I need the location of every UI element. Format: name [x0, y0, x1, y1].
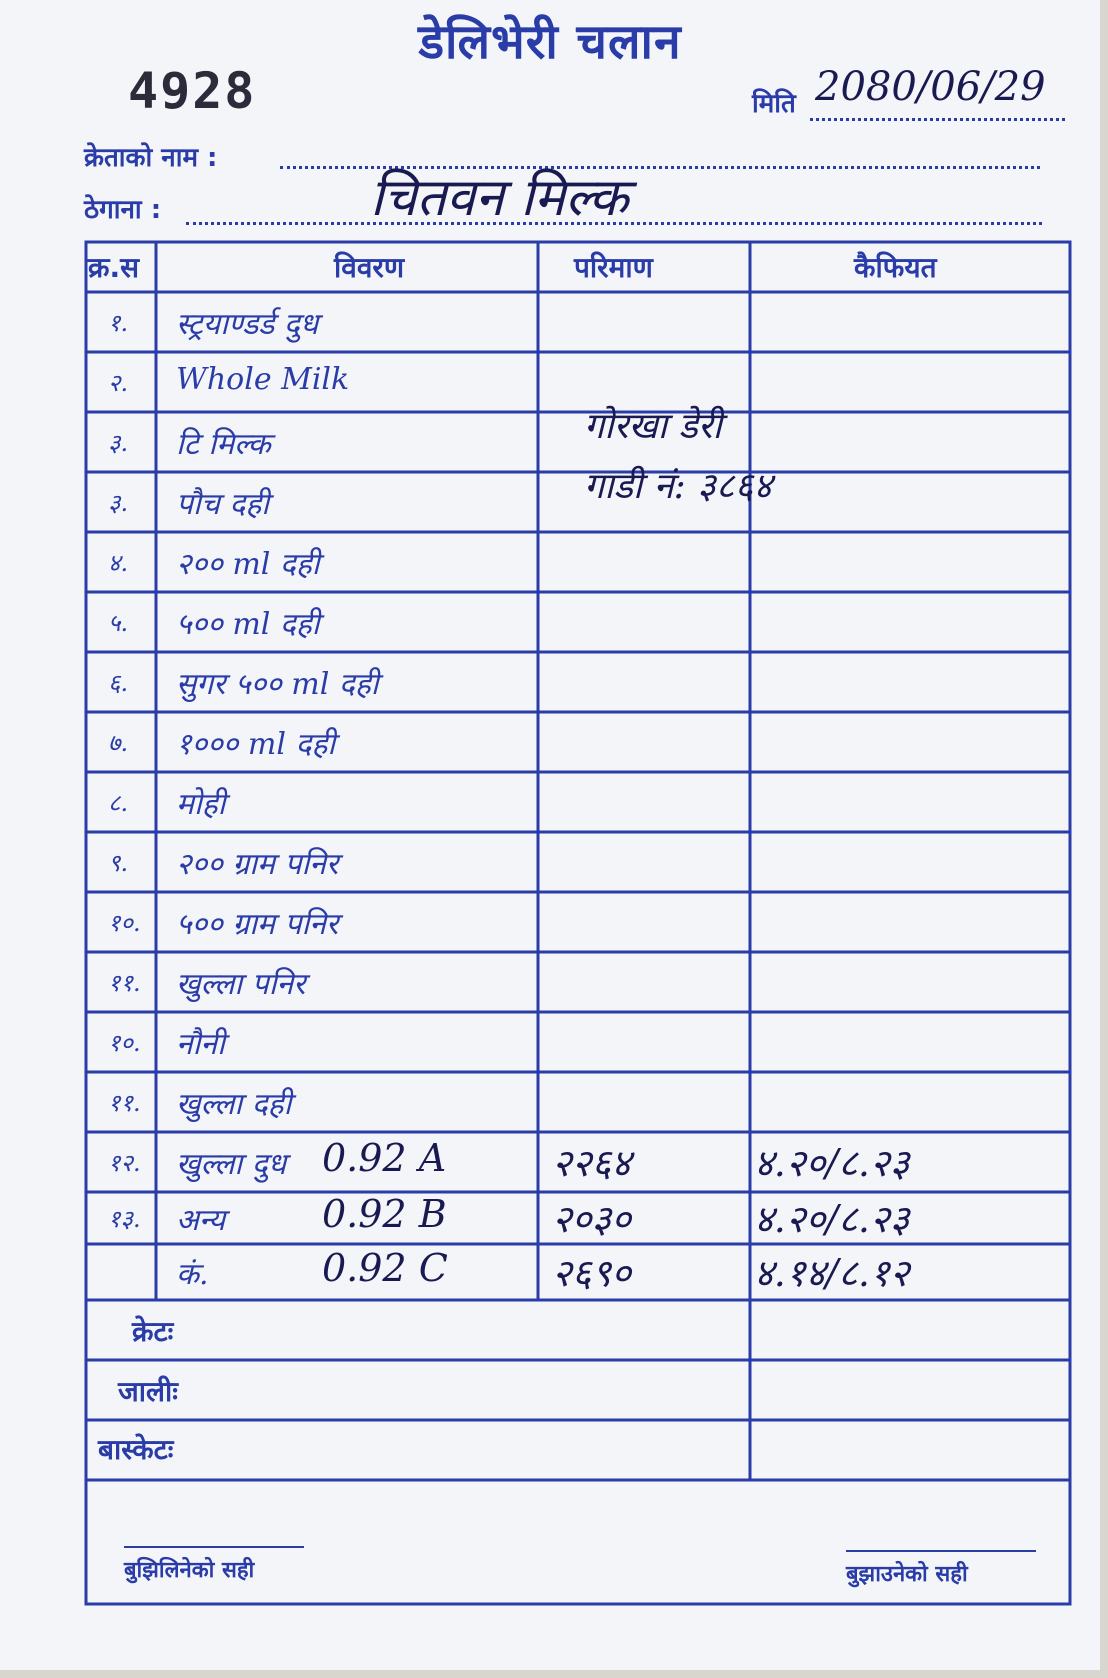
- column-header: परिमाण: [574, 251, 653, 284]
- row-serial-number: ११.: [108, 1089, 141, 1117]
- row-serial-number: ७.: [108, 729, 129, 757]
- row-item-description: ५०० ग्राम पनिर: [176, 907, 339, 942]
- giver-signature-label: बुझाउनेको सही: [846, 1562, 968, 1587]
- receiver-signature-line: [124, 1546, 304, 1548]
- row-item-description: मोही: [176, 787, 226, 822]
- row-quantity: २६९०: [552, 1251, 632, 1295]
- row-item-description: १००० ml दही: [176, 727, 336, 762]
- row-serial-number: १०.: [108, 1029, 141, 1057]
- column-header: कैफियत: [854, 251, 937, 284]
- row-serial-number: ८.: [108, 789, 129, 817]
- row-quantity: २०३०: [552, 1197, 632, 1241]
- row-item-description: पौच दही: [176, 487, 270, 522]
- net-label: जालीः: [118, 1375, 178, 1408]
- buyer-name-label: क्रेताको नाम :: [84, 143, 218, 173]
- row-item-description: खुल्ला दही: [176, 1087, 292, 1122]
- row-item-description: २०० ml दही: [176, 547, 320, 582]
- row-remark: ४.२०/८.२३: [754, 1197, 910, 1241]
- row-serial-number: ९.: [108, 849, 129, 877]
- row-serial-number: १०.: [108, 909, 141, 937]
- column-header: क्र.स: [88, 251, 140, 284]
- row-serial-number: ६.: [108, 669, 129, 697]
- date-value: 2080/06/29: [815, 64, 1046, 110]
- giver-signature-line: [846, 1550, 1036, 1552]
- row-item-description: टि मिल्क: [176, 427, 271, 462]
- row-quantity: २२६४: [552, 1141, 632, 1185]
- row-item-description: Whole Milk: [176, 362, 350, 397]
- item-table: [84, 240, 1074, 1608]
- row-item-description: स्ट्रयाण्डर्ड दुध: [176, 307, 319, 342]
- row-item-description: २०० ग्राम पनिर: [176, 847, 339, 882]
- row-item-description: खुल्ला पनिर: [176, 967, 306, 1002]
- date-dotted-line: [810, 118, 1065, 121]
- row-item-description: नौनी: [176, 1027, 225, 1062]
- row-serial-number: १.: [108, 309, 129, 337]
- handwritten-vehicle-number: गाडी नं: ३८६४: [584, 466, 773, 507]
- handwritten-dairy-name: गोरखा डेरी: [584, 406, 722, 447]
- address-label: ठेगाना :: [84, 195, 162, 225]
- row-item-description: सुगर ५०० ml दही: [176, 667, 379, 702]
- row-serial-number: १३.: [108, 1205, 141, 1233]
- basket-label: बास्केटः: [98, 1433, 174, 1466]
- row-remark: ४.२०/८.२३: [754, 1141, 910, 1185]
- row-item-description: अन्य: [176, 1203, 226, 1238]
- row-remark: ४.१४/८.१२: [754, 1251, 910, 1295]
- column-header: विवरण: [334, 251, 405, 284]
- handwritten-fat-reading: 0.92 A: [322, 1136, 447, 1180]
- row-item-description: कं.: [176, 1257, 209, 1292]
- row-item-description: खुल्ला दुध: [176, 1147, 287, 1182]
- date-label: मिति: [752, 89, 796, 119]
- handwritten-fat-reading: 0.92 C: [322, 1246, 448, 1290]
- handwritten-fat-reading: 0.92 B: [322, 1192, 447, 1236]
- row-serial-number: ५.: [108, 609, 129, 637]
- buyer-name-value: चितवन मिल्क: [370, 168, 629, 228]
- row-item-description: ५०० ml दही: [176, 607, 320, 642]
- document-title: डेलिभेरी चलान: [418, 14, 682, 70]
- receiver-signature-label: बुझिलिनेको सही: [124, 1558, 255, 1583]
- crate-label: क्रेटः: [132, 1315, 174, 1348]
- serial-number: 4928: [128, 62, 257, 120]
- row-serial-number: १२.: [108, 1149, 141, 1177]
- row-serial-number: ३.: [108, 489, 129, 517]
- row-serial-number: ३.: [108, 429, 129, 457]
- row-serial-number: २.: [108, 369, 129, 397]
- row-serial-number: ११.: [108, 969, 141, 997]
- row-serial-number: ४.: [108, 549, 129, 577]
